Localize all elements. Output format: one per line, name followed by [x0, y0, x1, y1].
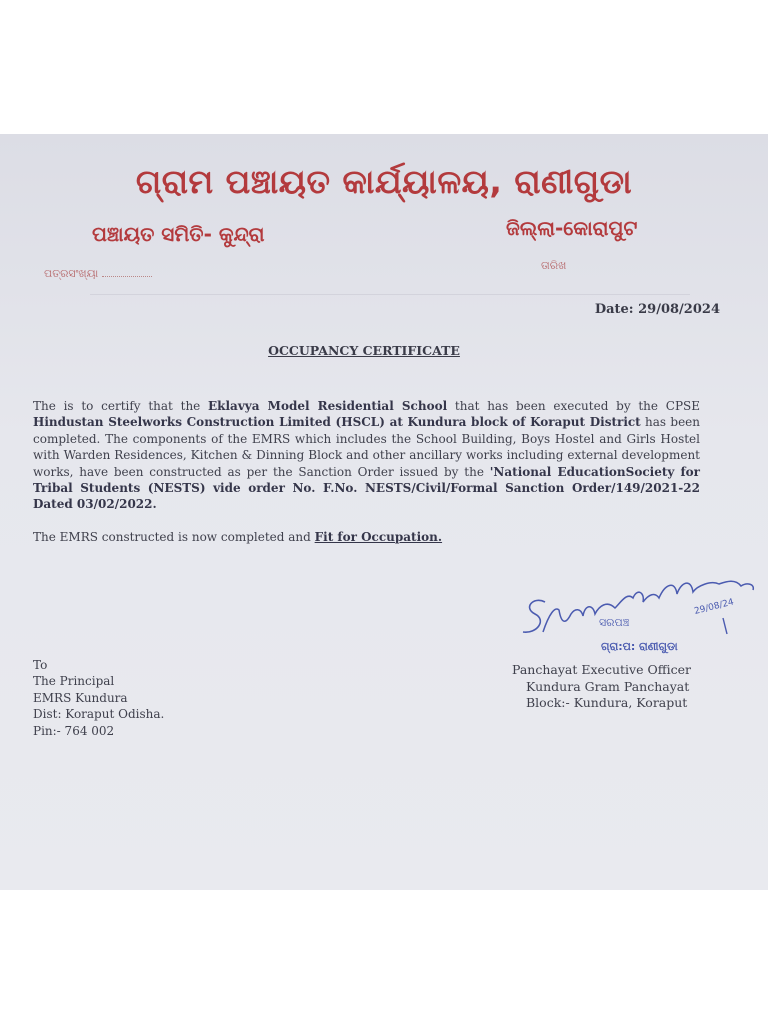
reference-number-label: ପତ୍ରସଂଖ୍ୟା: [44, 267, 99, 280]
recipient-address: [33, 657, 164, 739]
fit-for-occupation: Fit for Occupation.: [314, 530, 443, 544]
school-name: Eklavya Model Residential School: [208, 399, 448, 413]
stamp-panchayat: ଗ୍ରା:ପ: ରାଣୀଗୁଡା: [601, 640, 678, 653]
signature-stamp: [515, 574, 760, 669]
certificate-heading: OCCUPANCY CERTIFICATE: [268, 343, 460, 358]
signatory-panchayat: Kundura Gram Panchayat: [526, 678, 690, 694]
recipient-line: Pin:- 764 002: [33, 723, 115, 738]
letterhead-samiti: ପଞ୍ଚାୟତ ସମିତି- କୁନ୍ଦ୍ରା: [92, 222, 265, 246]
certificate-conclusion: [33, 530, 700, 544]
signatory-block-name: Block:- Kundura, Koraput: [526, 695, 688, 710]
signatory-block: [512, 662, 691, 712]
body-text-segment: The is to certify that the: [33, 399, 209, 413]
letterhead-district: ଜିଲ୍ଲା-କୋରାପୁଟ: [506, 216, 638, 240]
recipient-to-label: To: [33, 658, 48, 672]
certificate-date: Date: 29/08/2024: [594, 302, 720, 317]
certificate-body: [33, 398, 700, 513]
sanction-order-reference: 'National EducationSociety for Tribal Students (NESTS) vide order No. F.No. NESTS/Civil/Formal Sanction Order/149/2021-22 Dated 03/02/2022.: [33, 464, 700, 512]
signature-stroke: [523, 600, 545, 632]
header-divider: [90, 294, 690, 295]
certificate-sheet: [0, 134, 768, 890]
recipient-line: The Principal: [33, 674, 115, 689]
body-text-segment: has been completed. The components of the EMRS which includes the School Building, Boys Hostel and Girls Hostel with Warden Residences, Kitchen & Dinning Block and other ancillary works including external development works, have been constructed as per the Sanction Order issued by the: [33, 415, 700, 479]
recipient-line: Dist: Koraput Odisha.: [33, 707, 165, 722]
signature-date: 29/08/24: [693, 597, 735, 617]
conclusion-text: The EMRS constructed is now completed and: [33, 530, 315, 544]
letterhead-date-label: ତାରିଖ: [541, 259, 567, 272]
body-text-segment: that has been executed by the CPSE: [447, 399, 700, 413]
letterhead-date-field: [541, 259, 566, 273]
signatory-title: Panchayat Executive Officer: [512, 662, 691, 677]
signature-stroke: [723, 618, 727, 634]
stamp-designation: ସରପଞ୍ଚ: [599, 616, 630, 629]
letterhead-title: ଗ୍ରାମ ପଞ୍ଚାୟତ କାର୍ଯ୍ୟାଳୟ, ରାଣୀଗୁଡା: [135, 162, 633, 201]
recipient-line: EMRS Kundura: [33, 690, 128, 705]
contractor-name: Hindustan Steelworks Construction Limited (HSCL) at Kundura block of Koraput District: [33, 415, 641, 430]
reference-number-field: [44, 267, 152, 281]
